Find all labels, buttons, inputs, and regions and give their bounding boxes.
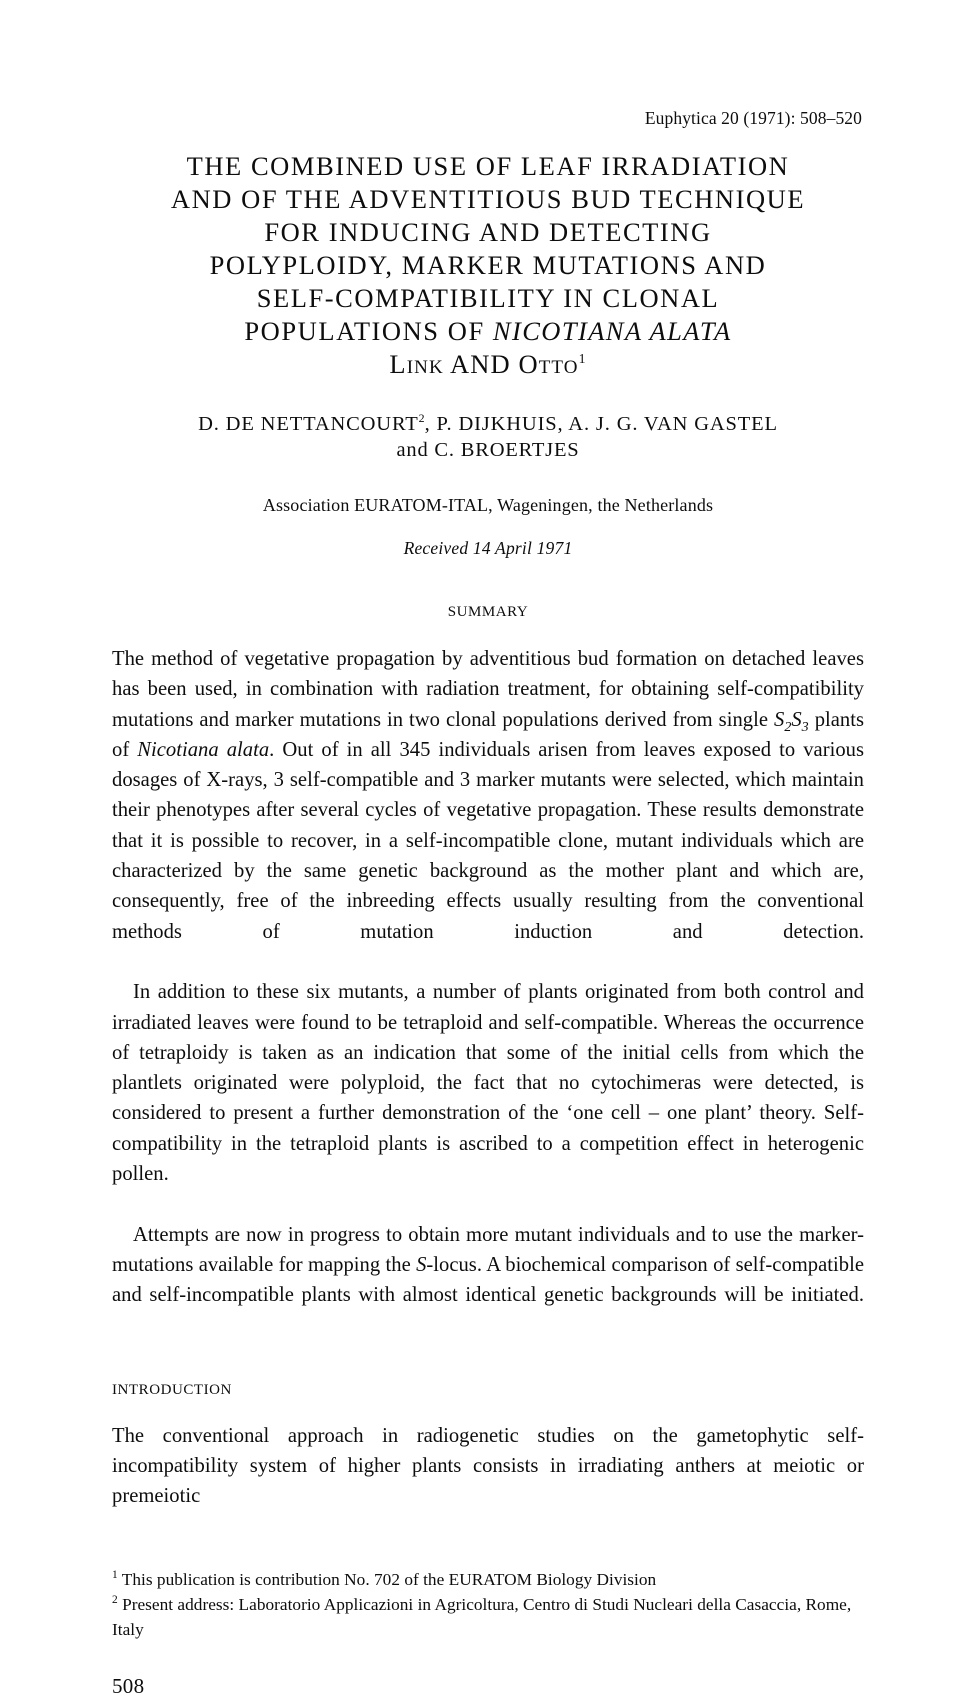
summary-heading: SUMMARY (447, 604, 529, 620)
title-species-name: NICOTIANA ALATA (492, 316, 732, 346)
introduction-heading: INTRODUCTION (112, 1381, 232, 1398)
introduction-paragraph: The conventional approach in radiogenetic studies on the gametophytic self-incompatibility system of higher plants consists in irradiating anthers at meiotic or premeiotic (112, 1424, 864, 1508)
summary-p3-text-a: Attempts are now in progress to obtain more mutant individuals and to use the marker-mutations available for mapping the (112, 1223, 864, 1276)
genotype-sub-3: 3 (801, 719, 809, 735)
footnote-1 (112, 1567, 864, 1592)
summary-body (112, 644, 864, 1341)
affiliation: Association EURATOM-ITAL, Wageningen, the Netherlands (262, 495, 714, 515)
author-line-2: and C. BROERTJES (396, 439, 580, 461)
title-line-6 (112, 315, 864, 348)
title-line-1: THE COMBINED USE OF LEAF IRRADIATION (186, 151, 790, 181)
journal-reference: Euphytica 20 (1971): 508–520 (644, 108, 862, 128)
article-title (112, 150, 864, 381)
summary-p1-text-b: plants of (112, 708, 865, 761)
section-spacer (112, 1341, 864, 1380)
footnotes (112, 1567, 864, 1642)
title-footnote-marker: 1 (578, 351, 587, 367)
species-name-inline: Nicotiana alata (137, 738, 270, 761)
title-authority: Link AND Otto (389, 349, 579, 379)
introduction-body (112, 1421, 864, 1542)
author-footnote-marker: 2 (418, 411, 425, 426)
summary-p1-text-c: . Out of in all 345 individuals arisen from leaves exposed to various dosages of X-rays, 3 self-compatible and 3 marker mutants were selected, which maintain their phenotypes after several cycles of vegetative propagation. These results demonstrate that it is possible to recover, in a self-incompatible clone, mutant individuals which are characterized by the same genetic background as the mother plant and which are, consequently, free of the inbreeding effects usually resulting from the conventional methods of mutation induction and detection. (112, 738, 865, 943)
title-line-4: POLYPLOIDY, MARKER MUTATIONS AND (209, 250, 767, 280)
genotype-S-b: S (791, 708, 802, 731)
title-line-5: SELF-COMPATIBILITY IN CLONAL (256, 283, 720, 313)
footnote-1-text: This publication is contribution No. 702 of the EURATOM Biology Division (117, 1570, 657, 1590)
title-line-2: AND OF THE ADVENTITIOUS BUD TECHNIQUE (170, 184, 806, 214)
title-line-7 (112, 348, 864, 381)
author-rest: , P. DIJKHUIS, A. J. G. VAN GASTEL (424, 413, 778, 435)
author-first: D. DE NETTANCOURT (198, 413, 419, 435)
page-content-column (112, 0, 864, 1699)
genotype-S-a: S (773, 708, 785, 731)
page-number: 508 (112, 1674, 145, 1699)
summary-p3-text-b: -locus. A biochemical comparison of self-compatible and self-incompatible plants with almost identical genetic backgrounds will be initiated. (112, 1253, 864, 1307)
footnote-2-text: Present address: Laboratorio Applicazioni in Agricoltura, Centro di Studi Nucleari della Casaccia, Rome, Italy (112, 1595, 852, 1640)
summary-paragraph-3 (112, 1220, 864, 1341)
genotype-S2S3 (773, 708, 809, 735)
s-locus-symbol: S (416, 1253, 427, 1276)
genotype-sub-2: 2 (784, 719, 792, 735)
author-line-1 (112, 411, 864, 437)
footnote-2 (112, 1592, 864, 1642)
received-date: Received 14 April 1971 (403, 538, 573, 558)
title-line-6-prefix: POPULATIONS OF (244, 316, 493, 346)
summary-paragraph-1 (112, 644, 864, 977)
footnote-2-marker: 2 (112, 1594, 118, 1607)
author-list (112, 411, 864, 463)
footnote-1-marker: 1 (112, 1569, 118, 1582)
title-line-3: FOR INDUCING AND DETECTING (264, 217, 712, 247)
summary-paragraph-2: In addition to these six mutants, a number of plants originated from both control and irradiated leaves were found to be tetraploid and self-compatible. Whereas the occurrence of tetraploidy is taken as an indication that some of the initial cells from which the plantlets originated were polyploid, the fact that no cytochimeras were detected, is considered to present a further demonstration of the ‘one cell – one plant’ theory. Self-compatibility in the tetraploid plants is ascribed to a competition effect in heterogenic pollen. (112, 981, 864, 1186)
summary-p1-text-a: The method of vegetative propagation by adventitious bud formation on detached leaves has been used, in combination with radiation treatment, for obtaining self-compatibility mutations and marker mutations in two clonal populations derived from single (112, 648, 864, 731)
